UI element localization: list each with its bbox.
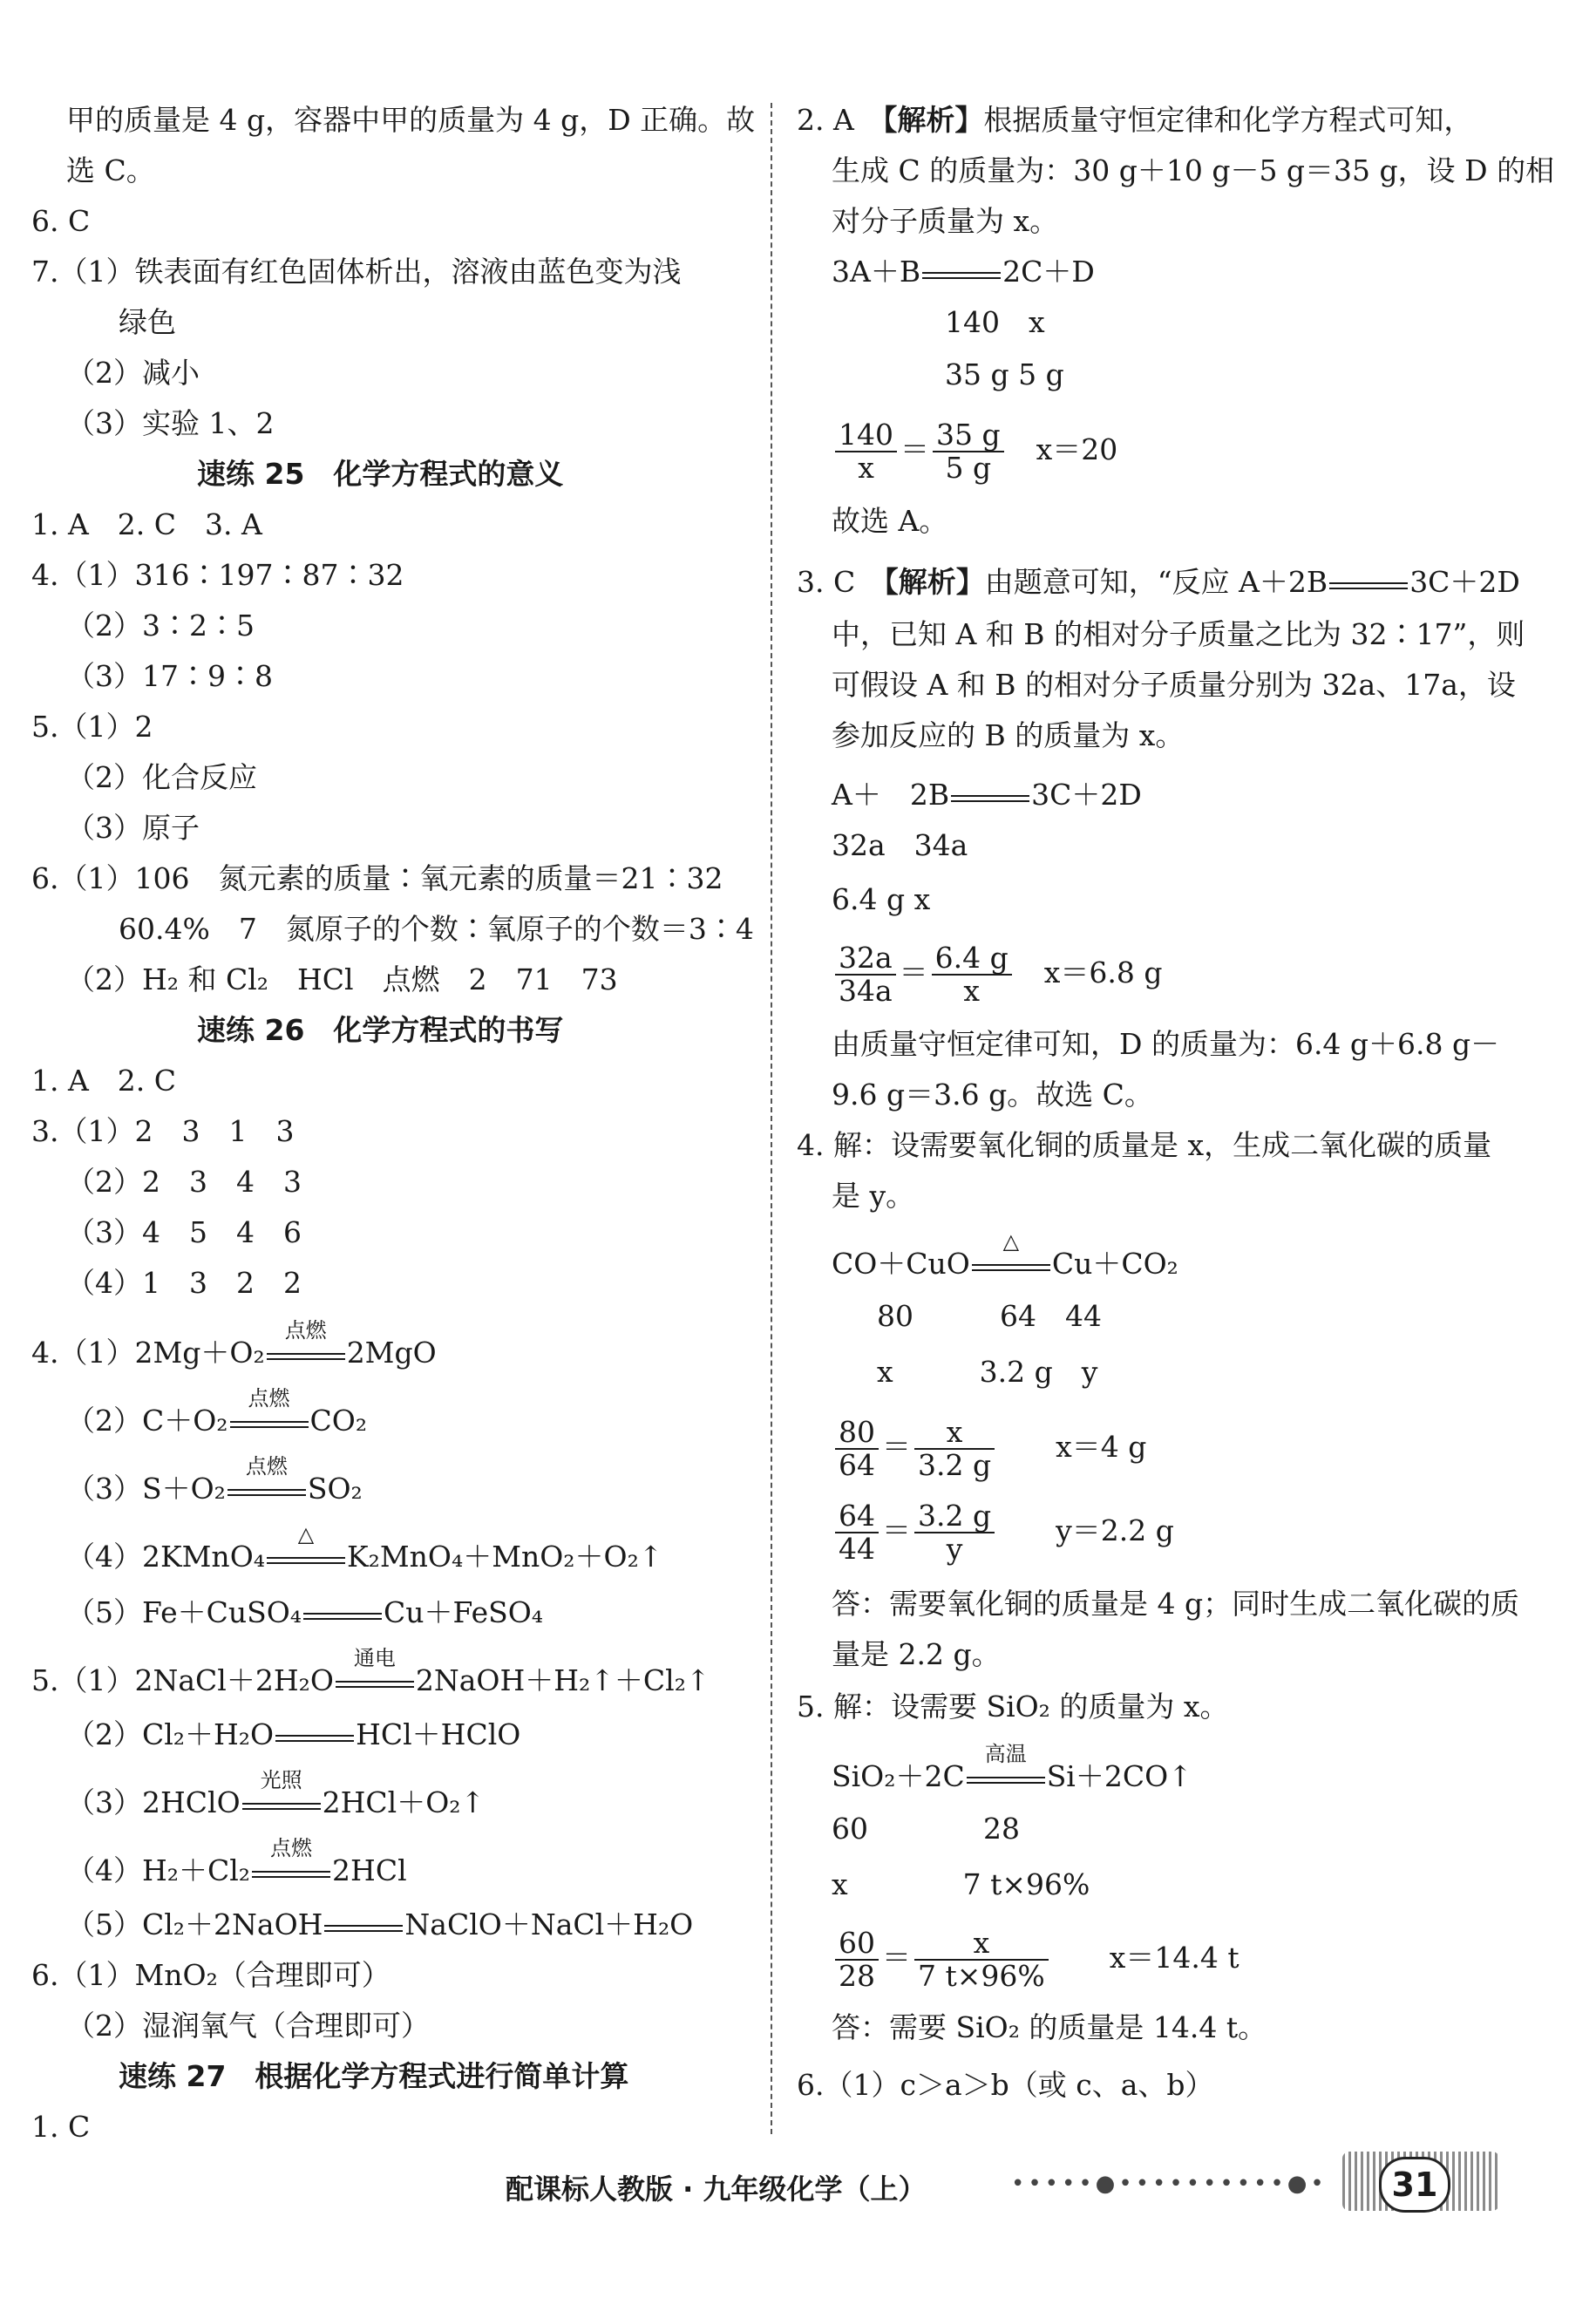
text-line: 是 y。 bbox=[832, 1179, 915, 1213]
fraction: $\frac{35 g}{5 g}$ bbox=[933, 419, 1004, 484]
equation-line: （2）Cl₂＋H₂O HCl＋HClO bbox=[66, 1717, 521, 1751]
equation-line: （2）C＋O₂ 点燃 CO₂ bbox=[66, 1386, 368, 1438]
reaction-arrow: 点燃 bbox=[228, 1478, 306, 1504]
reaction-arrow: △ bbox=[972, 1253, 1050, 1279]
answer-4: 4. 解：设需要氧化铜的质量是 x，生成二氧化碳的质量 bbox=[797, 1128, 1492, 1162]
text-line: 1. A 2. C 3. A bbox=[31, 507, 262, 541]
text-line: 答：需要 SiO₂ 的质量是 14.4 t。 bbox=[832, 2010, 1267, 2044]
reaction-arrow bbox=[275, 1724, 354, 1750]
footer-dots: •••••●••••••••••●• bbox=[1011, 2171, 1328, 2197]
fraction: $\frac{32a}{34a}$ bbox=[835, 942, 896, 1007]
equation-line: （5）Cl₂＋2NaOH NaClO＋NaCl＋H₂O bbox=[66, 1907, 694, 1941]
fraction: $\frac{140}{x}$ bbox=[835, 419, 897, 484]
answer-6: 6.（1）c＞a＞b（或 c、a、b） bbox=[797, 2068, 1214, 2102]
equation-line: 3A＋B 2C＋D bbox=[832, 255, 1095, 289]
answer-5: 5. 解：设需要 SiO₂ 的质量为 x。 bbox=[797, 1690, 1229, 1724]
text-line: 35 g 5 g bbox=[945, 357, 1064, 391]
fraction-line: $\frac{140}{x}$ ＝ $\frac{35 g}{5 g}$ x＝20 bbox=[832, 417, 1117, 484]
fraction-line: $\frac{64}{44}$ ＝ $\frac{3.2 g}{y}$ y＝2.2 g bbox=[832, 1498, 1174, 1565]
equation-line: SiO₂＋2C 高温 Si＋2CO↑ bbox=[832, 1742, 1192, 1793]
fraction: $\frac{x}{3.2 g}$ bbox=[914, 1417, 995, 1481]
fraction: $\frac{6.4 g}{x}$ bbox=[932, 942, 1012, 1007]
text-line: 9.6 g＝3.6 g。故选 C。 bbox=[832, 1078, 1153, 1112]
text-line: x 3.2 g y bbox=[877, 1355, 1098, 1389]
section-heading-26: 速练 26 化学方程式的书写 bbox=[197, 1013, 564, 1047]
reaction-arrow: 点燃 bbox=[252, 1860, 330, 1886]
reaction-arrow: 高温 bbox=[967, 1765, 1045, 1792]
text-line: 由质量守恒定律可知，D 的质量为：6.4 g＋6.8 g－ bbox=[832, 1027, 1500, 1061]
fraction: $\frac{64}{44}$ bbox=[835, 1500, 879, 1565]
text-line: 甲的质量是 4 g，容器中甲的质量为 4 g，D 正确。故 bbox=[66, 103, 756, 137]
text-line: （2）化合反应 bbox=[66, 760, 257, 794]
text-line: 80 64 44 bbox=[877, 1299, 1102, 1333]
text-line: 生成 C 的质量为：30 g＋10 g－5 g＝35 g，设 D 的相 bbox=[832, 153, 1555, 187]
text-line: 中，已知 A 和 B 的相对分子质量之比为 32∶17”，则 bbox=[832, 617, 1525, 651]
text-line: 5.（1）2 bbox=[31, 710, 153, 744]
text-line: （3）原子 bbox=[66, 811, 200, 845]
reaction-arrow bbox=[324, 1914, 403, 1940]
column-divider bbox=[771, 103, 772, 2134]
answer-7: 7.（1）铁表面有红色固体析出，溶液由蓝色变为浅 bbox=[31, 255, 682, 289]
text-line: 4.（1）316∶197∶87∶32 bbox=[31, 558, 404, 592]
text-line: 6.（1）106 氮元素的质量∶氧元素的质量＝21∶32 bbox=[31, 861, 723, 895]
equation-line: （4）H₂＋Cl₂ 点燃 2HCl bbox=[66, 1836, 407, 1887]
equation-line: A＋ 2B 3C＋2D bbox=[832, 778, 1142, 812]
text-line: 6.（1）MnO₂（合理即可） bbox=[31, 1958, 391, 1992]
fraction: $\frac{60}{28}$ bbox=[835, 1928, 879, 1992]
text-line: x 7 t×96% bbox=[832, 1867, 1090, 1901]
equation-line: 5.（1）2NaCl＋2H₂O 通电 2NaOH＋H₂↑＋Cl₂↑ bbox=[31, 1646, 710, 1697]
text-line: 32a 34a bbox=[832, 828, 968, 862]
fraction: $\frac{x}{7 t\times 96\%}$ bbox=[914, 1928, 1049, 1992]
page-number: 31 bbox=[1379, 2157, 1450, 2213]
section-heading-25: 速练 25 化学方程式的意义 bbox=[197, 457, 564, 491]
text-line: （3）4 5 4 6 bbox=[66, 1215, 302, 1249]
reaction-arrow: △ bbox=[267, 1546, 345, 1572]
text-line: 量是 2.2 g。 bbox=[832, 1637, 1001, 1671]
text-line: 答：需要氧化铜的质量是 4 g；同时生成二氧化碳的质 bbox=[832, 1587, 1520, 1621]
equation-line: 4.（1）2Mg＋O₂ 点燃 2MgO bbox=[31, 1318, 437, 1370]
fraction: $\frac{80}{64}$ bbox=[835, 1417, 879, 1481]
text-line: 参加反应的 B 的质量为 x。 bbox=[832, 718, 1185, 752]
text-line: 可假设 A 和 B 的相对分子质量分别为 32a、17a，设 bbox=[832, 668, 1516, 702]
answer-6: 6. C bbox=[31, 204, 91, 238]
text-line: （4）1 3 2 2 bbox=[66, 1266, 302, 1300]
page-footer bbox=[0, 2152, 1596, 2247]
text-line: （2）3∶2∶5 bbox=[66, 609, 255, 643]
footer-title: 配课标人教版 · 九年级化学（上） bbox=[506, 2172, 927, 2206]
fraction-line: $\frac{80}{64}$ ＝ $\frac{x}{3.2 g}$ x＝4 g bbox=[832, 1414, 1146, 1481]
equation-line: CO＋CuO △ Cu＋CO₂ bbox=[832, 1229, 1178, 1281]
reaction-arrow: 点燃 bbox=[267, 1342, 345, 1368]
text-line: 6.4 g x bbox=[832, 882, 931, 916]
fraction-line: $\frac{32a}{34a}$ ＝ $\frac{6.4 g}{x}$ x＝6.8 g bbox=[832, 940, 1163, 1007]
reaction-arrow: 点燃 bbox=[230, 1410, 309, 1436]
fraction-line: $\frac{60}{28}$ ＝ $\frac{x}{7 t\times 96\%}$ x＝14.4 t bbox=[832, 1925, 1239, 1992]
reaction-arrow bbox=[922, 261, 1001, 287]
equation-line: （5）Fe＋CuSO₄ Cu＋FeSO₄ bbox=[66, 1595, 544, 1629]
text-line: （2）H₂ 和 Cl₂ HCl 点燃 2 71 73 bbox=[66, 962, 618, 996]
text-line: 选 C。 bbox=[66, 153, 155, 187]
text-line: （2）湿润氧气（合理即可） bbox=[66, 2009, 430, 2043]
reaction-arrow bbox=[1329, 571, 1408, 597]
section-heading-27: 速练 27 根据化学方程式进行简单计算 bbox=[119, 2059, 629, 2093]
reaction-arrow: 光照 bbox=[242, 1792, 321, 1818]
text-line: 1. A 2. C bbox=[31, 1064, 177, 1098]
equation-line: （3）2HClO 光照 2HCl＋O₂↑ bbox=[66, 1768, 486, 1819]
reaction-arrow bbox=[303, 1601, 382, 1628]
equation-line: （4）2KMnO₄ △ K₂MnO₄＋MnO₂＋O₂↑ bbox=[66, 1522, 663, 1574]
text-line: 绿色 bbox=[119, 305, 176, 339]
text-line: 对分子质量为 x。 bbox=[832, 204, 1059, 238]
text-line: 140 x bbox=[945, 305, 1045, 339]
text-line: （2）2 3 4 3 bbox=[66, 1165, 302, 1199]
text-line: 60.4% 7 氮原子的个数∶氧原子的个数＝3∶4 bbox=[119, 912, 754, 946]
text-line: （3）实验 1、2 bbox=[66, 406, 275, 440]
answer-2: 2. A 【解析】根据质量守恒定律和化学方程式可知， bbox=[797, 103, 1473, 137]
text-line: （2）减小 bbox=[66, 356, 200, 390]
text-line: （3）17∶9∶8 bbox=[66, 659, 273, 693]
reaction-arrow bbox=[951, 784, 1029, 810]
text-line: 1. C bbox=[31, 2110, 91, 2144]
answer-3: 3. C 【解析】由题意可知，“反应 A＋2B 3C＋2D bbox=[797, 565, 1520, 599]
reaction-arrow: 通电 bbox=[336, 1669, 414, 1696]
equation-line: （3）S＋O₂ 点燃 SO₂ bbox=[66, 1454, 363, 1506]
fraction: $\frac{3.2 g}{y}$ bbox=[914, 1500, 995, 1565]
text-line: 3.（1）2 3 1 3 bbox=[31, 1114, 295, 1148]
text-line: 故选 A。 bbox=[832, 504, 948, 538]
text-line: 60 28 bbox=[832, 1812, 1020, 1846]
